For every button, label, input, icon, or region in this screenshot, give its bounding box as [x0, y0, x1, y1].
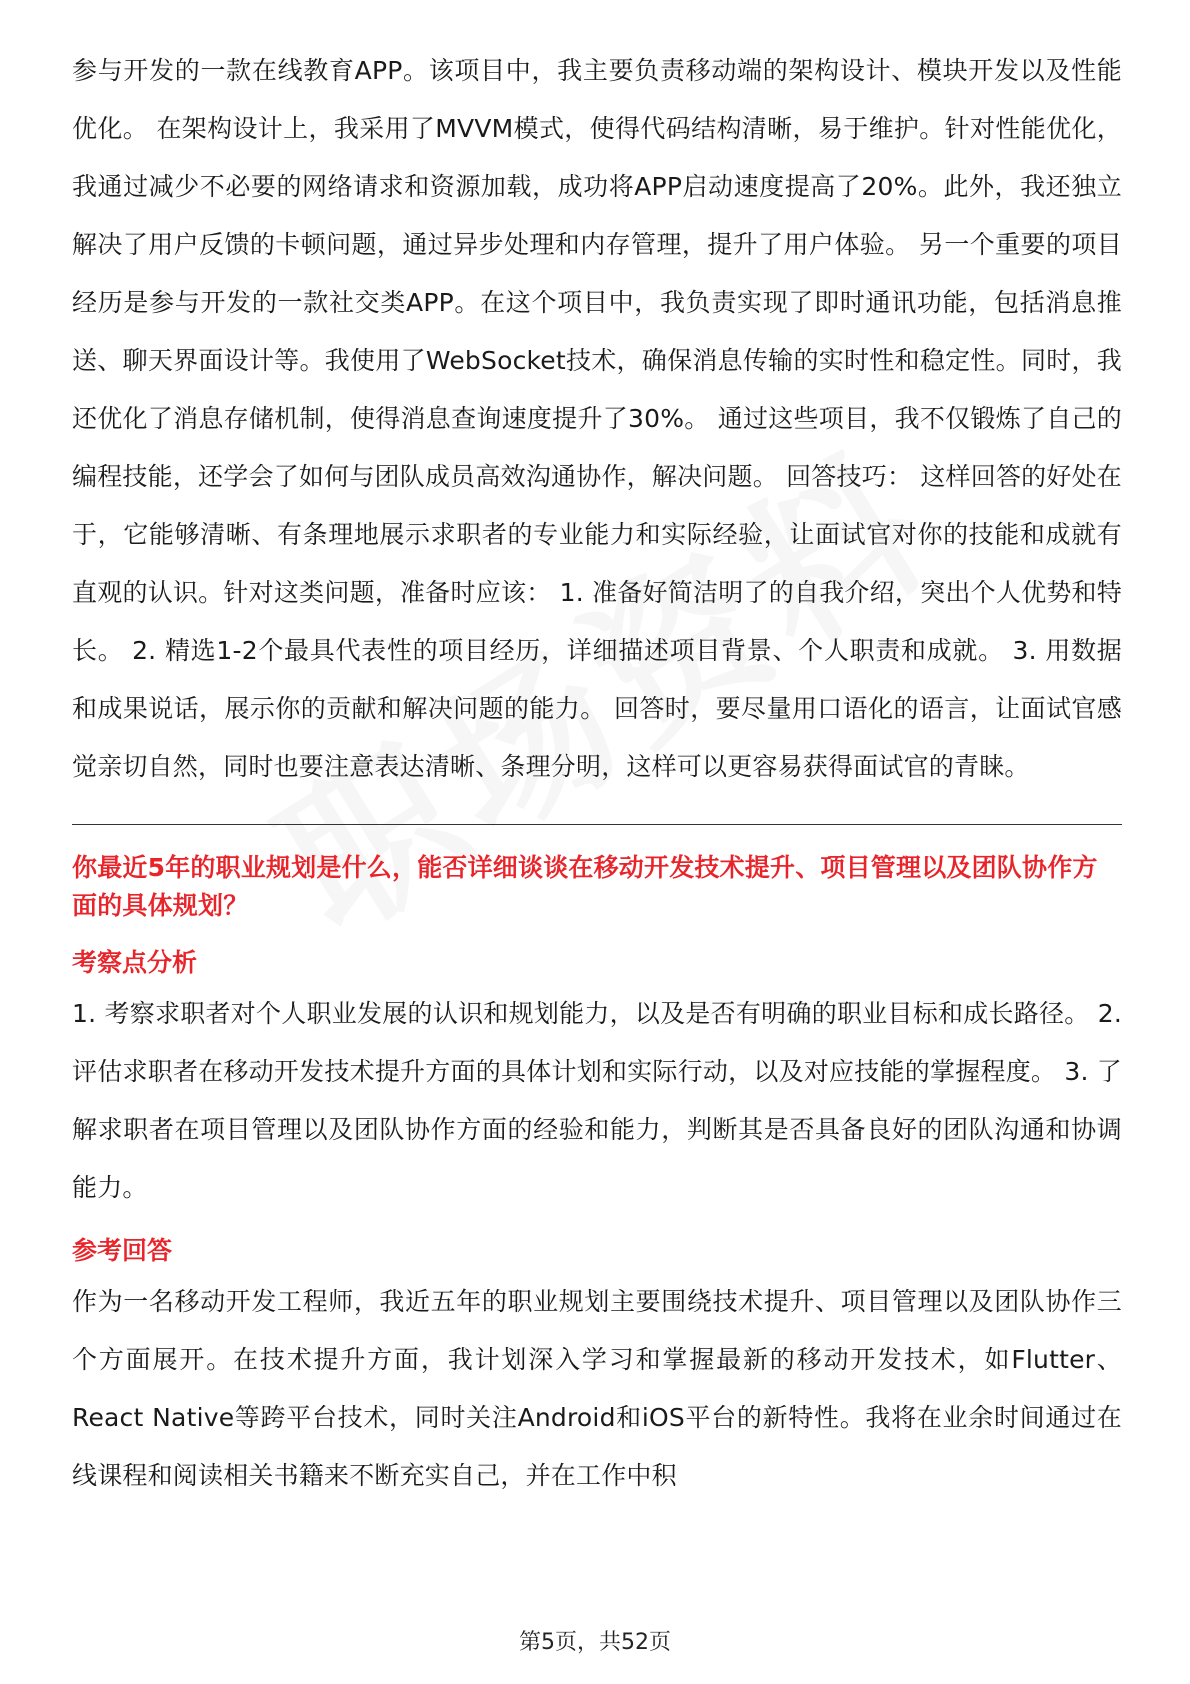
- analysis-heading: 考察点分析: [72, 948, 198, 977]
- analysis-text: 1. 考察求职者对个人职业发展的认识和规划能力，以及是否有明确的职业目标和成长路径。 2. 评估求职者在移动开发技术提升方面的具体计划和实际行动，以及对应技能的掌握程度。 3. 了解求职者在项目管理以及团队协作方面的经验和能力，判断其是否具备良好的团队沟通和协调能力。: [72, 999, 1122, 1202]
- page-number: 第5页，共52页: [519, 1630, 671, 1655]
- section-divider: [72, 824, 1122, 825]
- interview-question: 你最近5年的职业规划是什么，能否详细谈谈在移动开发技术提升、项目管理以及团队协作方面的具体规划？: [72, 853, 1098, 920]
- content-area: [72, 42, 1122, 1505]
- answer-heading: 参考回答: [72, 1236, 173, 1265]
- answer-text: 作为一名移动开发工程师，我近五年的职业规划主要围绕技术提升、项目管理以及团队协作三个方面展开。在技术提升方面，我计划深入学习和掌握最新的移动开发技术，如Flutter、React Native等跨平台技术，同时关注Android和iOS平台的新特性。我将在业余时间通过在线课程和阅读相关书籍来不断充实自己，并在工作中积: [72, 1287, 1122, 1490]
- previous-answer-continuation: 参与开发的一款在线教育APP。该项目中，我主要负责移动端的架构设计、模块开发以及性能优化。 在架构设计上，我采用了MVVM模式，使得代码结构清晰，易于维护。针对性能优化，我通过减少不必要的网络请求和资源加载，成功将APP启动速度提高了20%。此外，我还独立解决了用户反馈的卡顿问题，通过异步处理和内存管理，提升了用户体验。 另一个重要的项目经历是参与开发的一款社交类APP。在这个项目中，我负责实现了即时通讯功能，包括消息推送、聊天界面设计等。我使用了WebSocket技术，确保消息传输的实时性和稳定性。同时，我还优化了消息存储机制，使得消息查询速度提升了30%。 通过这些项目，我不仅锻炼了自己的编程技能，还学会了如何与团队成员高效沟通协作，解决问题。 回答技巧： 这样回答的好处在于，它能够清晰、有条理地展示求职者的专业能力和实际经验，让面试官对你的技能和成就有直观的认识。针对这类问题，准备时应该： 1. 准备好简洁明了的自我介绍，突出个人优势和特长。 2. 精选1-2个最具代表性的项目经历，详细描述项目背景、个人职责和成就。 3. 用数据和成果说话，展示你的贡献和解决问题的能力。 回答时，要尽量用口语化的语言，让面试官感觉亲切自然，同时也要注意表达清晰、条理分明，这样可以更容易获得面试官的青睐。: [72, 56, 1122, 781]
